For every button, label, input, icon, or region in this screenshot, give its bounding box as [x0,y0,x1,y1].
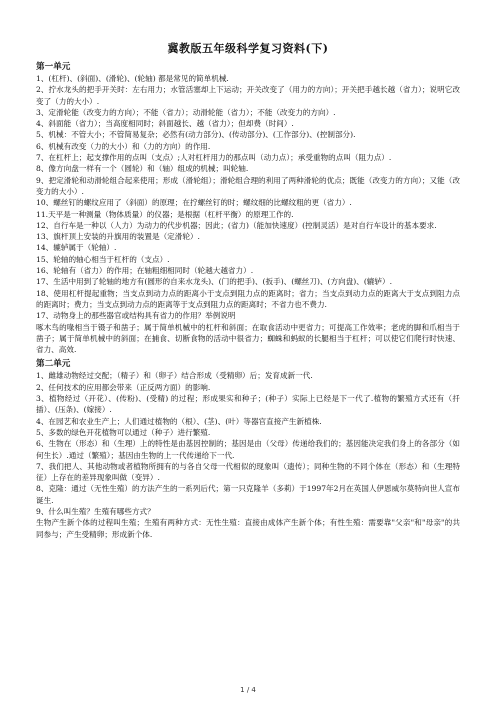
paragraph: 12、自行车是一种以（人力）为动力的代步机器；因此；(省力)（能加快速度）(控制灵活）是对自行车设计的基本要求. [36,220,437,230]
paragraph: 6、机械有改变（力的大小）和（力的方向）的作用. [36,141,211,151]
paragraph: 18、使用杠杆提起重物；当支点到动力点的距离小于支点到阻力点的距离时；省力；当支点到动力点的距离大于支点到阻力点的距离时；费力；当支点到动力点的距离等于支点到阻力点的距离时；不省力也不费力. [36,288,460,309]
document-body [36,60,460,540]
paragraph: 10、螺丝钉的螺纹应用了（斜面）的原理；在拧螺丝钉的时；螺纹细的比螺纹粗的更（省力）. [36,198,352,208]
paragraph: 2、任何技术的应用都会带来（正反两方面）的影响. [36,382,211,392]
paragraph: 1、雌雄动物经过交配；（精子）和（卵子）结合形成（受精卵）后；发育成新一代. [36,371,313,381]
paragraph: 8、克隆：通过（无性生殖）的方法产生的一系列后代；第一只克隆羊（多莉）于1997年2月在英国人伊恩威尔莫特向世人宣布诞生. [36,484,460,505]
paragraph: 17、生活中用到了轮轴的地方有(圆形的自来水龙头)、(门的把手)、(扳手)、(螺丝刀)、(方向盘)、(辘轳）. [36,277,393,287]
paragraph: 啄木鸟的喙相当于镊子和凿子；属于简单机械中的杠杆和斜面；在取食活动中更省力；可提高工作效率；老虎的脚和爪相当于凿子；属于简单机械中的斜面；在捕食、切断食物的活动中很省力；蜘蛛和蚂蚁的长腿相当于杠杆；可以使它们爬行时快速、省力、高效. [36,322,460,355]
paragraph: 5、机械：不管大小；不管简易复杂；必然有(动力部分)、(传动部分)、(工作部分)、(控制部分). [36,130,356,140]
section-heading: 第一单元 [36,62,71,72]
paragraph: 1、(杠杆)、(斜面)、(滑轮)、(轮轴) 都是常见的简单机械. [36,74,229,83]
paragraph: 7、在杠杆上；起支撑作用的点叫（支点）;人对杠杆用力的那点叫（动力点）；承受重物的点叫（阻力点）. [36,153,392,163]
paragraph: 4、斜面能（省力）；当高度相同时；斜面越长、越（省力）；但却费（时间）. [36,119,294,129]
paragraph: 3、植物经过（开花）、(传粉)、(受精) 的过程；形成果实和种子；(种子）实际上已经是下一代了.植物的繁殖方式还有（扦插）、(压条)、(嫁接）. [36,394,460,415]
paragraph: 15、轮轴的轴心相当于杠杆的（支点）. [36,254,170,264]
paragraph: 生物产生新个体的过程叫生殖；生殖有两种方式：无性生殖：直接由成体产生新个体；有性生殖：需要靠"父亲"和"母亲"的共同参与；产生受精卵；形成新个体. [36,518,460,539]
page-indicator: 1 / 4 [240,686,256,694]
paragraph: 4、在园艺和农业生产上；人们通过植物的（根）、(茎)、(叶）等器官直接产生新植株. [36,416,322,426]
paragraph: 8、像方向盘一样有一个（圆轮）和（轴）组成的机械；叫轮轴. [36,164,249,174]
paragraph: 14、辘轳属于（轮轴）. [36,243,117,253]
paragraph: 6、生物在（形态）和（生理）上的特性是由基因控制的；基因是由（父母）传递给我们的；基因能决定我们身上的各部分（如何生长）.通过（繁殖）；基因由生物的上一代传递给下一代. [36,439,460,460]
paragraph: 17、动物身上的那些器官或结构具有省力的作用？举例说明 [36,311,236,321]
paragraph: 5、多数的绿色开花植物可以通过（种子）进行繁殖. [36,427,211,437]
paragraph: 3、定滑轮能（改变力的方向）；不能（省力）；动滑轮能（省力）；不能（改变力的方向）. [36,107,336,117]
document-title: 冀教版五年级科学复习资料(下) [167,42,329,55]
paragraph: 11.天平是一种测量（物体质量）的仪器；是根据（杠杆平衡）的原理工作的. [36,209,294,219]
paragraph: 9、把定滑轮和动滑轮组合起来使用；形成（滑轮组）；滑轮组合理的利用了两种滑轮的优点；既能（改变力的方向）；又能（改变力的大小）. [36,175,460,196]
paragraph: 13、旗杆顶上安装的升旗用的装置是（定滑轮）. [36,232,200,242]
paragraph: 9、什么叫生殖？生殖有哪些方式？ [36,506,155,516]
paragraph: 16、轮轴有（省力）的作用；在轴粗细相同时（轮越大越省力）. [36,266,254,276]
paragraph: 7、我们把人、其他动物或者植物所拥有的与各自父母一代相似的现象叫（遗传）；同种生物的不同个体在（形态）和（生理特征）上存在的差异现象叫做（变异）. [36,461,460,483]
paragraph: 2、拧水龙头的把手开关时：左右用力；水管活塞却上下运动；开关改变了（用力的方向）；开关把手越长越（省力）；说明它改变了（力的大小）. [36,85,460,106]
section-heading: 第二单元 [36,359,71,370]
